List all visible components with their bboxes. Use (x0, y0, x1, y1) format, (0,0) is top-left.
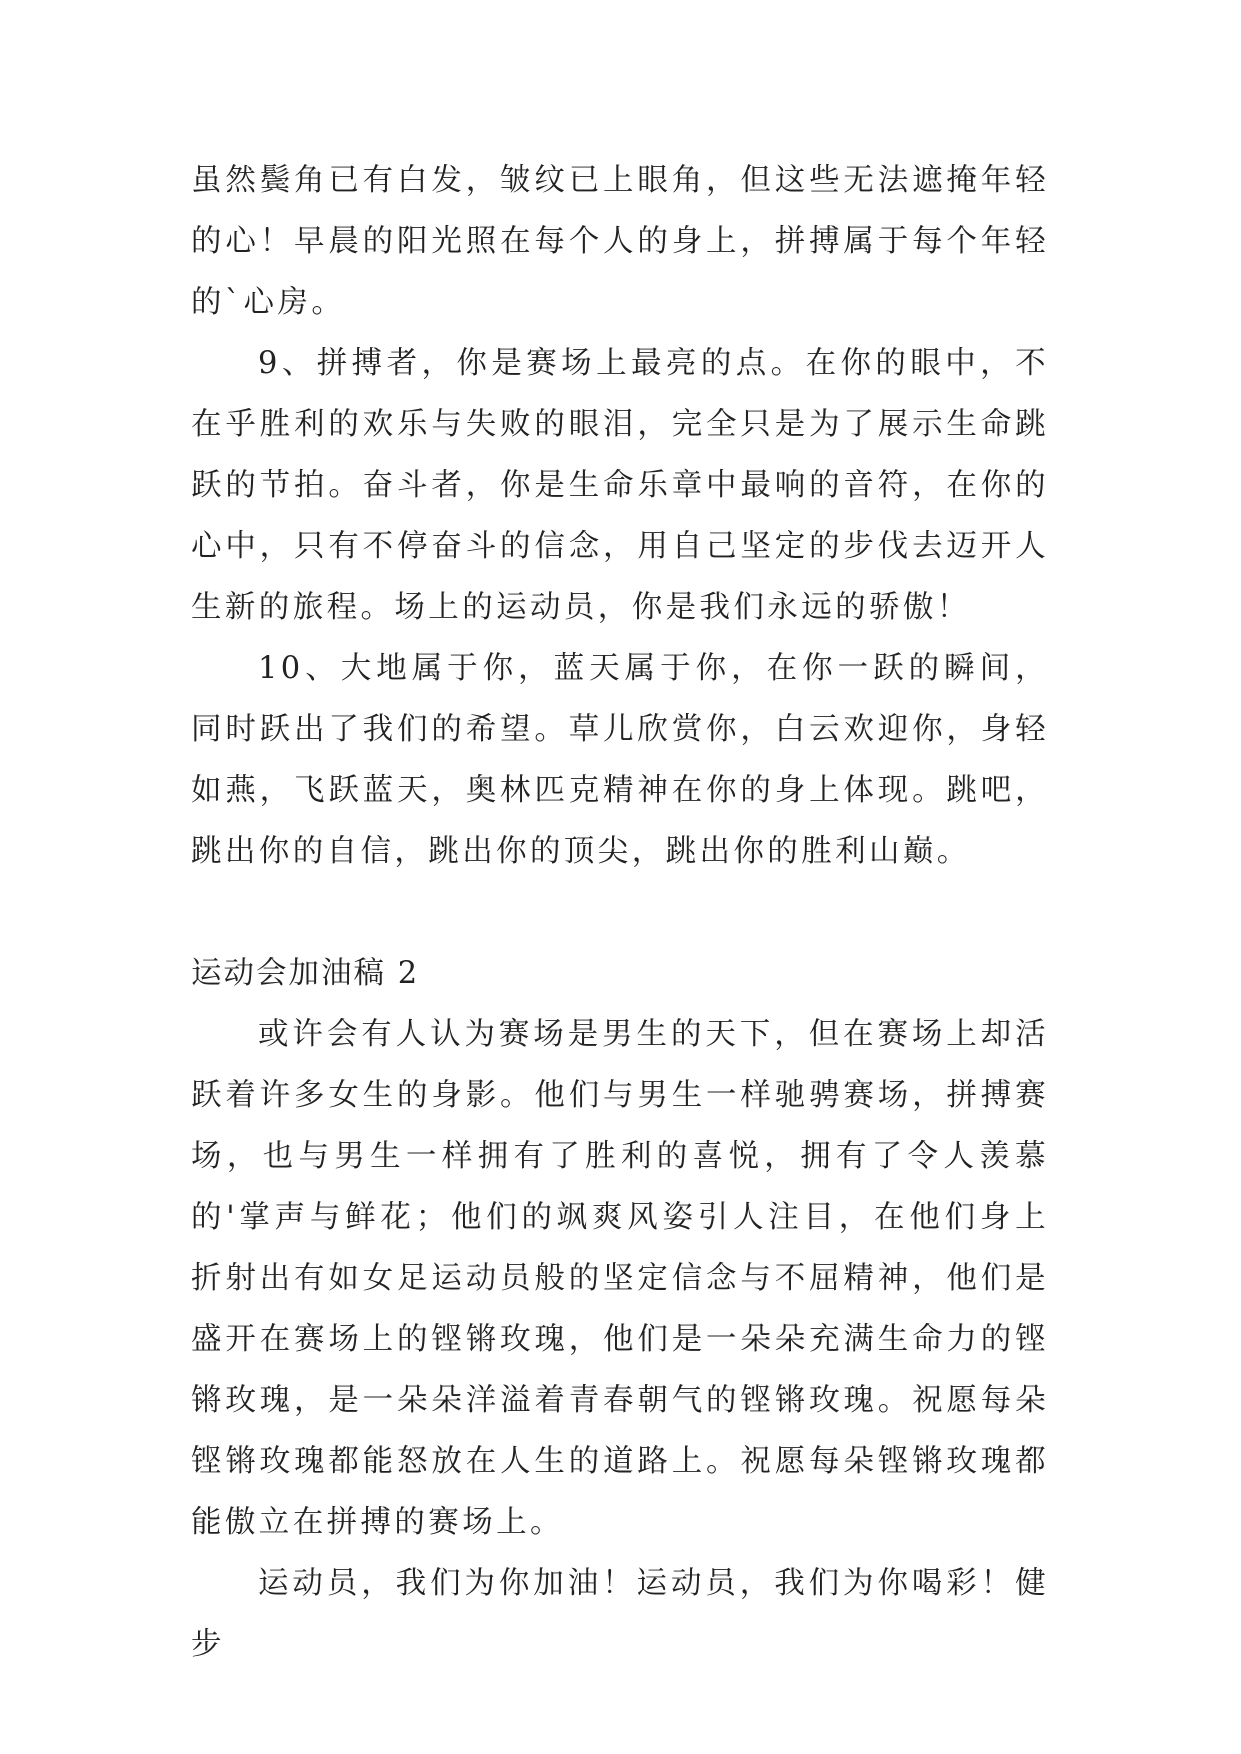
paragraph-continued: 虽然鬓角已有白发，皱纹已上眼角，但这些无法遮掩年轻的心！早晨的阳光照在每个人的身上，拼搏属于每个年轻的`心房。 (191, 163, 1049, 320)
paragraph-item-9: 9、拼搏者，你是赛场上最亮的点。在你的眼中，不在乎胜利的欢乐与失败的眼泪，完全只是为了展示生命跳跃的节拍。奋斗者，你是生命乐章中最响的音符，在你的心中，只有不停奋斗的信念，用自己坚定的步伐去迈开人生新的旅程。场上的运动员，你是我们永远的骄傲！ (191, 346, 1049, 625)
paragraph-item-10: 10、大地属于你，蓝天属于你，在你一跃的瞬间，同时跃出了我们的希望。草儿欣赏你，白云欢迎你，身轻如燕，飞跃蓝天，奥林匹克精神在你的身上体现。跳吧，跳出你的自信，跳出你的顶尖，跳出你的胜利山巅。 (191, 651, 1049, 869)
paragraph-roses: 或许会有人认为赛场是男生的天下，但在赛场上却活跃着许多女生的身影。他们与男生一样驰骋赛场，拼搏赛场，也与男生一样拥有了胜利的喜悦，拥有了令人羡慕的'掌声与鲜花；他们的飒爽风姿引人注目，在他们身上折射出有如女足运动员般的坚定信念与不屈精神，他们是盛开在赛场上的铿锵玫瑰，他们是一朵朵充满生命力的铿锵玫瑰，是一朵朵洋溢着青春朝气的铿锵玫瑰。祝愿每朵铿锵玫瑰都能怒放在人生的道路上。祝愿每朵铿锵玫瑰都能傲立在拼搏的赛场上。 (191, 1017, 1049, 1540)
paragraph-cheer: 运动员，我们为你加油！运动员，我们为你喝彩！健步 (191, 1566, 1049, 1662)
document-body (191, 150, 1049, 1675)
section-heading: 运动会加油稿 2 (191, 956, 420, 991)
